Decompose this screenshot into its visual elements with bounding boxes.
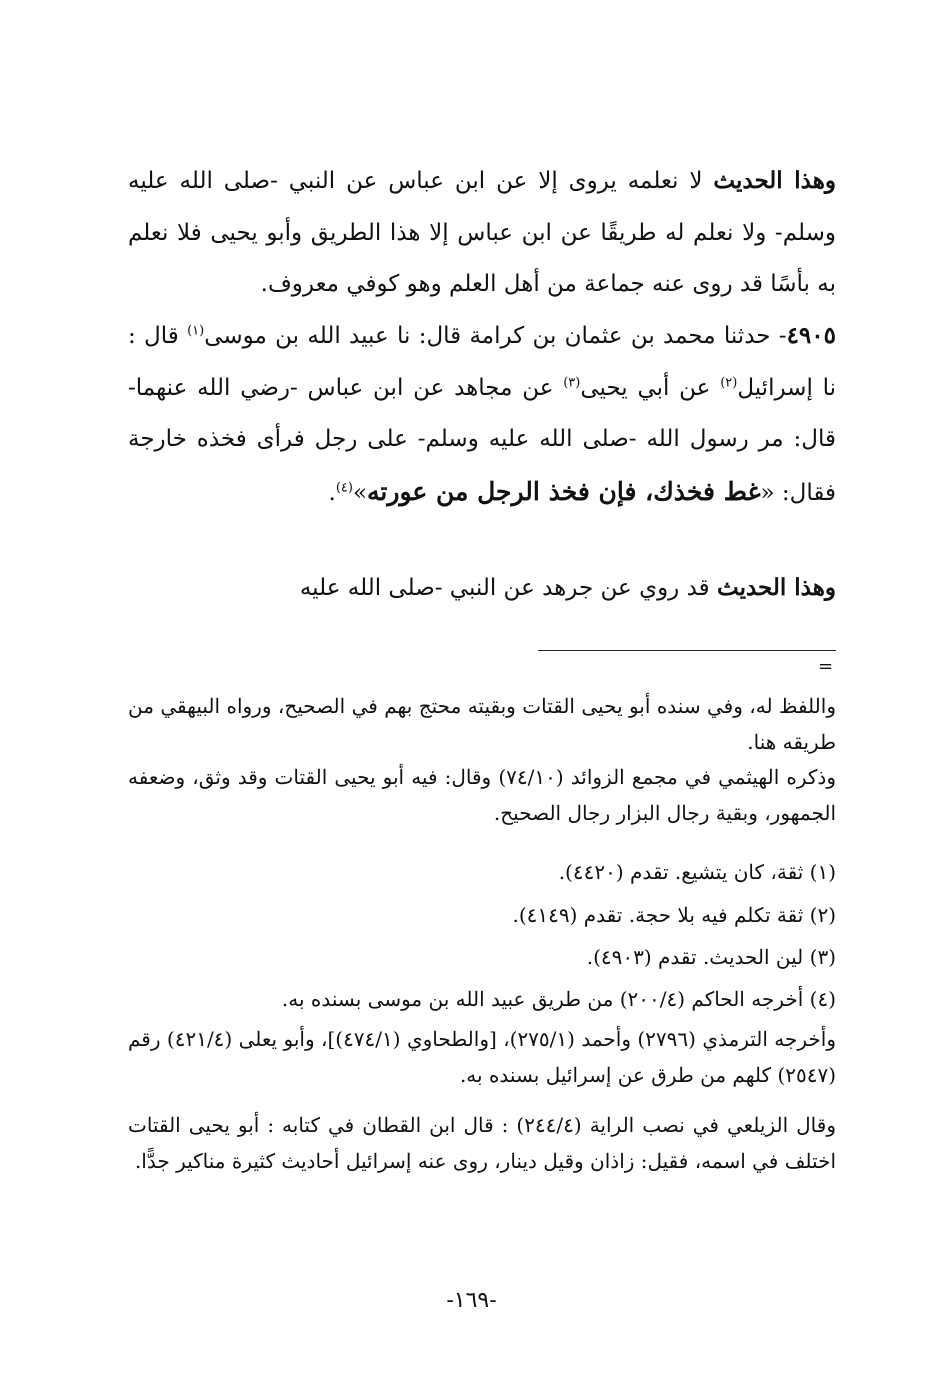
commentary-lead: وهذا الحديث xyxy=(713,167,836,194)
hadith-chain-text: عن أبي يحيى xyxy=(580,374,711,401)
footnote-4-continued: وقال الزيلعي في نصب الراية (٢٤٤/٤) : قال ابن القطان في كتابه : أبو يحيى القتات اختلف في اسمه، فقيل: زاذان وقيل دينار، روى عنه إسرائيل أحاديث كثيرة مناكير جدًّا. xyxy=(128,1113,836,1173)
hadith-chain-text: - حدثنا محمد بن عثمان بن كرامة قال: نا عبيد الله بن موسى xyxy=(204,323,787,349)
footnote-ref-2[interactable]: (٢) xyxy=(720,374,738,390)
quote-close: » xyxy=(352,479,368,506)
footnote-3: (٣) لين الحديث. تقدم (٤٩٠٣). xyxy=(586,945,836,969)
paragraph-commentary-2 xyxy=(128,562,836,615)
footnote-continuation-2: وذكره الهيثمي في مجمع الزوائد (٧٤/١٠) وقال: فيه أبو يحيى القتات وقد وثق، وضعفه الجمهور، وبقية رجال البزار رجال الصحيح. xyxy=(128,765,836,825)
hadith-entry xyxy=(128,310,836,519)
commentary-text: قد روي عن جرهد عن النبي -صلى الله عليه xyxy=(299,575,710,601)
commentary-text: لا نعلمه يروى إلا عن ابن عباس عن النبي -صلى الله عليه وسلم- ولا نعلم له طريقًا عن ابن عباس إلا هذا الطريق وأبو يحيى فلا نعلم به بأسًا قد روى عنه جماعة من أهل العلم وهو كوفي معروف. xyxy=(128,168,836,297)
footnote-continuation-1: واللفظ له، وفي سنده أبو يحيى القتات وبقيته محتج بهم في الصحيح، ورواه البيهقي من طريقه هنا. xyxy=(128,694,836,754)
hadith-quote: غط فخذك، فإن فخذ الرجل من عورته xyxy=(367,476,761,506)
hadith-matn-text: عن مجاهد عن ابن عباس -رضي الله عنهما- قال: مر رسول الله -صلى الله عليه وسلم- على رجل فرأى فخذه خارجة فقال: « xyxy=(128,374,836,506)
hadith-chain-text: قال : نا إسرائيل xyxy=(128,323,836,401)
continuation-mark: = xyxy=(818,656,834,677)
hadith-end: . xyxy=(328,479,336,506)
footnote-ref-1[interactable]: (١) xyxy=(187,323,205,339)
footnote-4-continued: وأخرجه الترمذي (٢٧٩٦) وأحمد (٢٧٥/١)، [والطحاوي (٤٧٤/١)]، وأبو يعلى (٤٢١/٤) رقم (٢٥٤٧) كلهم من طرق عن إسرائيل بسنده به. xyxy=(128,1027,836,1087)
footnote-4: (٤) أخرجه الحاكم (٢٠٠/٤) من طريق عبيد الله بن موسى بسنده به. xyxy=(281,987,836,1011)
footnote-1: (١) ثقة، كان يتشيع. تقدم (٤٤٢٠). xyxy=(558,860,836,884)
commentary-lead: وهذا الحديث xyxy=(716,574,836,601)
footnote-separator xyxy=(538,650,836,651)
paragraph-commentary-1 xyxy=(128,155,836,311)
hadith-number: ٤٩٠٥ xyxy=(786,322,836,349)
footnote-ref-4[interactable]: (٤) xyxy=(335,479,353,495)
footnote-ref-3[interactable]: (٣) xyxy=(563,374,581,390)
footnote-2: (٢) ثقة تكلم فيه بلا حجة. تقدم (٤١٤٩). xyxy=(512,903,836,927)
page-number: -١٦٩- xyxy=(446,1288,497,1313)
